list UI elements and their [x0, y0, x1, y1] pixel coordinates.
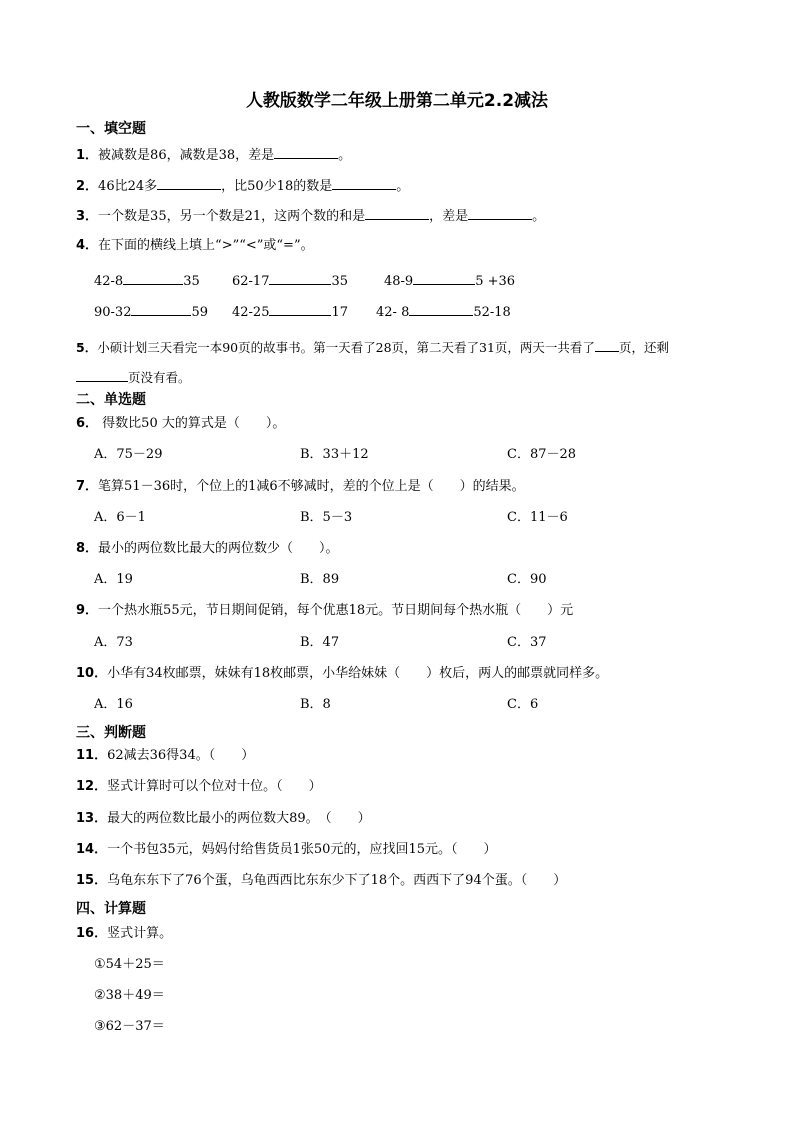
question-7: 7．笔算51－36时，个位上的1减6不够减时，差的个位上是（ ）的结果。 — [76, 479, 525, 494]
compare-blank[interactable] — [269, 302, 331, 316]
question-14: 14．一个书包35元，妈妈付给售货员1张50元的，应找回15元。（ ） — [76, 842, 497, 857]
calc-item-2: ②38＋49＝ — [94, 988, 165, 1003]
question-16: 16．竖式计算。 — [76, 926, 173, 941]
compare-blank[interactable] — [409, 302, 473, 316]
question-3: 3．一个数是35，另一个数是21，这两个数的和是 ，差是 。 — [76, 206, 545, 226]
option-a[interactable]: A．73 — [94, 635, 133, 650]
question-12: 12．竖式计算时可以个位对十位。（ ） — [76, 779, 322, 794]
question-4: 4．在下面的横线上填上“>”“<”或“=”。 — [76, 238, 314, 253]
option-a[interactable]: A．16 — [94, 697, 133, 712]
compare-blank[interactable] — [131, 302, 191, 316]
question-2: 2．46比24多 ，比50少18的数是 。 — [76, 176, 409, 196]
answer-blank[interactable] — [595, 338, 619, 352]
option-b[interactable]: B．8 — [300, 697, 331, 712]
option-c[interactable]: C．87－28 — [507, 447, 577, 462]
option-b[interactable]: B．89 — [300, 572, 340, 587]
question-5: 5．小硕计划三天看完一本90页的故事书。第一天看了28页，第二天看了31页，两天一共看了 页，还剩页没有看。 — [76, 340, 669, 385]
compare-item: 48-9 5 +36 — [384, 271, 515, 291]
question-13: 13．最大的两位数比最小的两位数大89。 （ ） — [76, 811, 371, 826]
question-11: 11．62减去36得34。（ ） — [76, 748, 255, 763]
calc-item-3: ③62－37＝ — [94, 1019, 165, 1034]
answer-blank[interactable] — [365, 206, 429, 220]
option-a[interactable]: A．19 — [94, 572, 133, 587]
option-c[interactable]: C．11－6 — [507, 510, 568, 525]
option-b[interactable]: B．5－3 — [300, 510, 353, 525]
compare-item: 42-8 35 — [94, 271, 200, 291]
compare-blank[interactable] — [269, 271, 331, 285]
section-fill-blank: 一、填空题 — [76, 121, 146, 137]
question-8: 8．最小的两位数比最大的两位数少（ ）。 — [76, 541, 339, 556]
question-1: 1．被减数是86，减数是38，差是 。 — [76, 145, 351, 165]
answer-blank[interactable] — [332, 176, 396, 190]
compare-blank[interactable] — [123, 271, 183, 285]
option-c[interactable]: C．90 — [507, 572, 547, 587]
option-b[interactable]: B．33＋12 — [300, 447, 369, 462]
section-true-false: 三、判断题 — [76, 725, 146, 741]
answer-blank[interactable] — [274, 145, 338, 159]
calc-item-1: ①54＋25＝ — [94, 957, 165, 972]
section-calculation: 四、计算题 — [76, 901, 146, 917]
compare-blank[interactable] — [413, 271, 475, 285]
question-9: 9．一个热水瓶55元，节日期间促销，每个优惠18元。节日期间每个热水瓶（ ）元 — [76, 603, 574, 618]
compare-item: 42- 8 52-18 — [376, 302, 511, 322]
question-15: 15．乌龟东东下了76个蛋，乌龟西西比东东少下了18个。西西下了94个蛋。（ ） — [76, 873, 567, 888]
section-single-choice: 二、单选题 — [76, 392, 146, 408]
compare-item: 62-17 35 — [232, 271, 348, 291]
answer-blank[interactable] — [157, 176, 221, 190]
option-c[interactable]: C．6 — [507, 697, 539, 712]
question-6: 6． 得数比50 大的算式是（ ）。 — [76, 416, 286, 431]
answer-blank[interactable] — [468, 206, 532, 220]
option-c[interactable]: C．37 — [507, 635, 547, 650]
compare-item: 90-32 59 — [94, 302, 208, 322]
option-a[interactable]: A．75－29 — [94, 447, 163, 462]
option-b[interactable]: B．47 — [300, 635, 340, 650]
page-title: 人教版数学二年级上册第二单元2.2减法 — [245, 91, 549, 111]
answer-blank[interactable] — [76, 368, 128, 382]
question-10: 10．小华有34枚邮票，妹妹有18枚邮票，小华给妹妹（ ）枚后，两人的邮票就同样多。 — [76, 666, 609, 681]
option-a[interactable]: A．6－1 — [94, 510, 146, 525]
compare-item: 42-25 17 — [232, 302, 348, 322]
